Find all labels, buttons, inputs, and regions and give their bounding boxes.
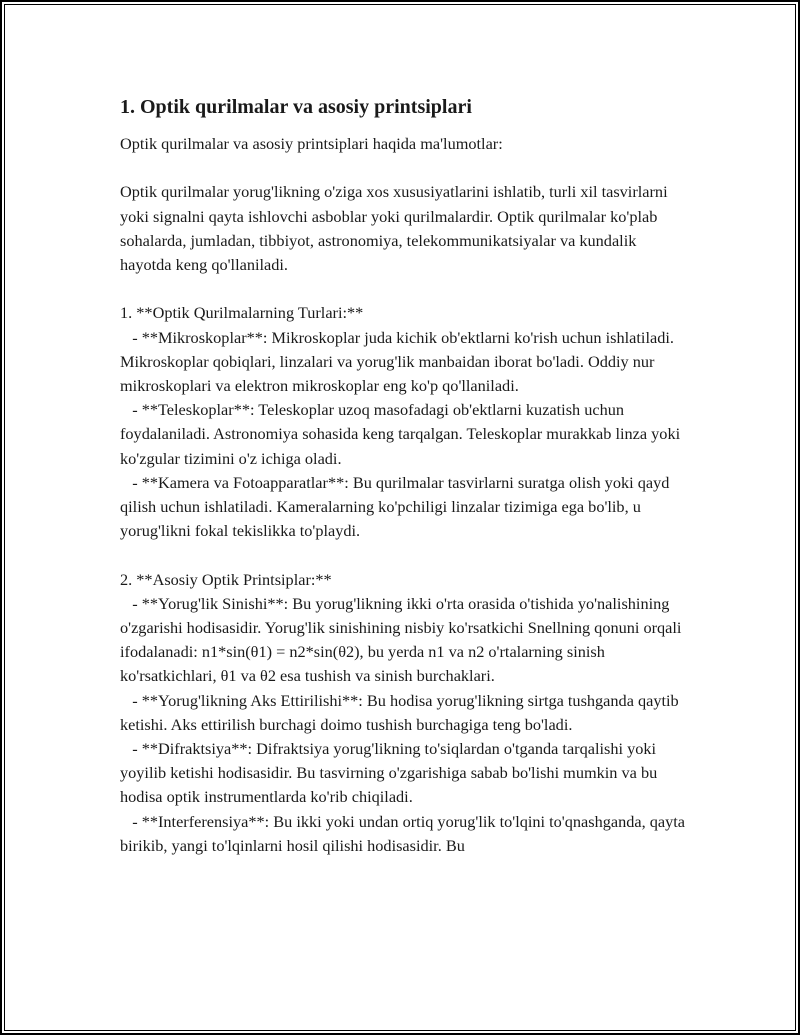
document-content [120, 94, 690, 858]
document-title: 1. Optik qurilmalar va asosiy printsiplari [120, 96, 472, 118]
document-body: Optik qurilmalar va asosiy printsiplari haqida ma'lumotlar: Optik qurilmalar yorug'likning o'ziga xos xususiyatlarini ishlatib, turli xil tasvirlarni yoki signalni qayta ishlovchi asboblar yoki qurilmalardir. Optik qurilmalar ko'plab sohalarda, jumladan, tibbiyot, astronomiya, telekommunikatsiyalar va kundalik hayotda keng qo'llaniladi. 1. **Optik Qurilmalarning Turlari:** - **Mikroskoplar**: Mikroskoplar juda kichik ob'ektlarni ko'rish uchun ishlatiladi. Mikroskoplar qobiqlari, linzalari va yorug'lik manbaidan iborat bo'ladi. Oddiy nur mikroskoplari va elektron mikroskoplar eng ko'p qo'llaniladi. - **Teleskoplar**: Teleskoplar uzoq masofadagi ob'ektlarni kuzatish uchun foydalaniladi. Astronomiya sohasida keng tarqalgan. Teleskoplar murakkab linza yoki ko'zgular tizimini o'z ichiga oladi. - **Kamera va Fotoapparatlar**: Bu qurilmalar tasvirlarni suratga olish yoki qayd qilish uchun ishlatiladi. Kameralarning ko'pchiligi linzalar tizimiga ega bo'lib, u yorug'likni fokal tekislikka to'playdi. 2. **Asosiy Optik Printsiplar:** - **Yorug'lik Sinishi**: Bu yorug'likning ikki o'rta orasida o'tishida yo'nalishining o'zgarishi hodisasidir. Yorug'lik sinishining nisbiy ko'rsatkichi Snellning qonuni orqali ifodalanadi: n1*sin(θ1) = n2*sin(θ2), bu yerda n1 va n2 o'rtalarning sinish ko'rsatkichlari, θ1 va θ2 esa tushish va sinish burchaklari. - **Yorug'likning Aks Ettirilishi**: Bu hodisa yorug'likning sirtga tushganda qaytib ketishi. Aks ettirilish burchagi doimo tushish burchagiga teng bo'ladi. - **Difraktsiya**: Difraktsiya yorug'likning to'siqlardan o'tganda tarqalishi yoki yoyilib ketishi hodisasidir. Bu tasvirning o'zgarishiga sabab bo'lishi mumkin va bu hodisa optik instrumentlarda ko'rib chiqiladi. - **Interferensiya**: Bu ikki yoki undan ortiq yorug'lik to'lqini to'qnashganda, qayta birikib, yangi to'lqinlarni hosil qilishi hodisasidir. Bu [120, 134, 685, 855]
